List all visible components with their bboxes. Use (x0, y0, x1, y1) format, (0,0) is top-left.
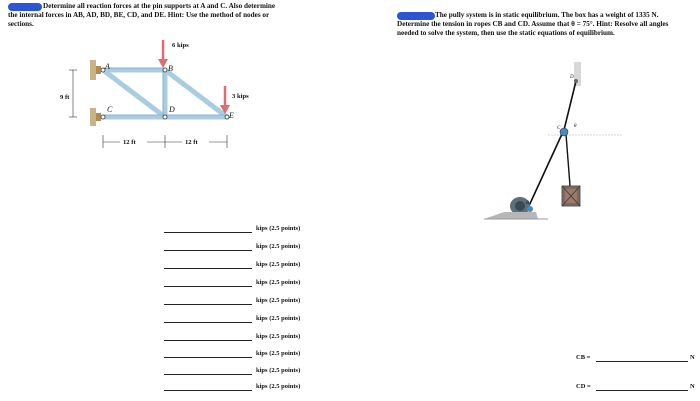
wall-support-bottom (90, 108, 96, 126)
answer-input-ab[interactable] (164, 304, 252, 305)
pin-bracket-a (96, 66, 101, 74)
answer-input-ax[interactable] (164, 232, 252, 233)
answer-input-cy[interactable] (164, 286, 252, 287)
dimension-label-12ft-left: 12 ft (123, 139, 136, 146)
node-label-a: A (105, 62, 110, 71)
answer-unit-ad: kips (2.5 points) (256, 315, 301, 322)
pin-c (101, 115, 105, 119)
rope-to-box (566, 134, 570, 186)
answer-unit-cd-tension: N (690, 383, 695, 390)
answer-unit-cb-tension: N (690, 354, 695, 361)
problem2-text-line1: The pully system is in static equilibrium. The box has a weight of 1335 N. (435, 11, 659, 19)
angle-label-theta: θ (574, 124, 577, 129)
pin-bracket-c (96, 113, 101, 121)
dimension-label-12ft-right: 12 ft (185, 139, 198, 146)
dimension-label-9ft: 9 ft (60, 94, 70, 101)
node-label-b-pulley: B (526, 201, 530, 206)
answer-unit-cx: kips (2.5 points) (256, 261, 301, 268)
answer-input-cd-tension[interactable] (596, 390, 688, 391)
truss-members (103, 70, 227, 117)
node-label-c: C (107, 105, 113, 114)
pin-d (163, 115, 167, 119)
answer-input-cx[interactable] (164, 268, 252, 269)
answer-row-cb-tension (570, 354, 700, 364)
rope-cd (564, 81, 576, 130)
answer-input-de[interactable] (164, 390, 252, 391)
answer-unit-ax: kips (2.5 points) (256, 225, 301, 232)
answer-label-cd-tension: CD = (576, 383, 591, 390)
problem2-text-line2: Determine the tension in ropes CB and CD. Assume that θ = 75°. Hint: Resolve all angles (397, 20, 669, 28)
ground (484, 212, 538, 219)
node-label-c-pulley: C (557, 126, 561, 131)
node-label-e: E (229, 111, 234, 120)
node-label-b: B (168, 64, 173, 73)
problem1-text-line3: sections. (8, 20, 34, 28)
answer-input-cb-tension[interactable] (596, 361, 688, 362)
answer-input-ad[interactable] (164, 322, 252, 323)
answer-row-cd-tension (570, 383, 700, 393)
pulley-b (527, 206, 533, 212)
answer-input-ay[interactable] (164, 250, 252, 251)
pulley-c (560, 128, 568, 136)
pin-b (163, 68, 167, 72)
answer-unit-be: kips (2.5 points) (256, 350, 301, 357)
answer-unit-cd: kips (2.5 points) (256, 367, 301, 374)
load-label-3kips: 3 kips (232, 93, 249, 100)
answer-input-bd[interactable] (164, 340, 252, 341)
answer-unit-de: kips (2.5 points) (256, 383, 301, 390)
answer-unit-bd: kips (2.5 points) (256, 333, 301, 340)
wall-support-top (90, 60, 96, 80)
node-label-d-pulley: D (570, 75, 574, 80)
load-label-6kips: 6 kips (172, 42, 189, 49)
answer-input-cd[interactable] (164, 374, 252, 375)
problem1-text-line2: the internal forces in AB, AD, BD, BE, CD, and DE. Hint: Use the method of nodes or (8, 11, 270, 19)
answer-unit-cy: kips (2.5 points) (256, 279, 301, 286)
load-arrow-6kips-head (158, 59, 168, 68)
answer-label-cb-tension: CB = (576, 354, 591, 361)
answer-unit-ay: kips (2.5 points) (256, 243, 301, 250)
answer-input-be[interactable] (164, 357, 252, 358)
problem1-text-line1: Determine all reaction forces at the pin supports at A and C. Also determine (43, 2, 276, 10)
node-label-d: D (169, 105, 175, 114)
problem2-statement (397, 11, 697, 38)
answer-unit-ab: kips (2.5 points) (256, 297, 301, 304)
rope-cb (528, 134, 562, 208)
pulley-figure (478, 62, 628, 220)
problem2-text-line3: needed to solve the system, then use the static equations of equilibrium. (397, 29, 615, 37)
problem1-statement (8, 2, 308, 29)
